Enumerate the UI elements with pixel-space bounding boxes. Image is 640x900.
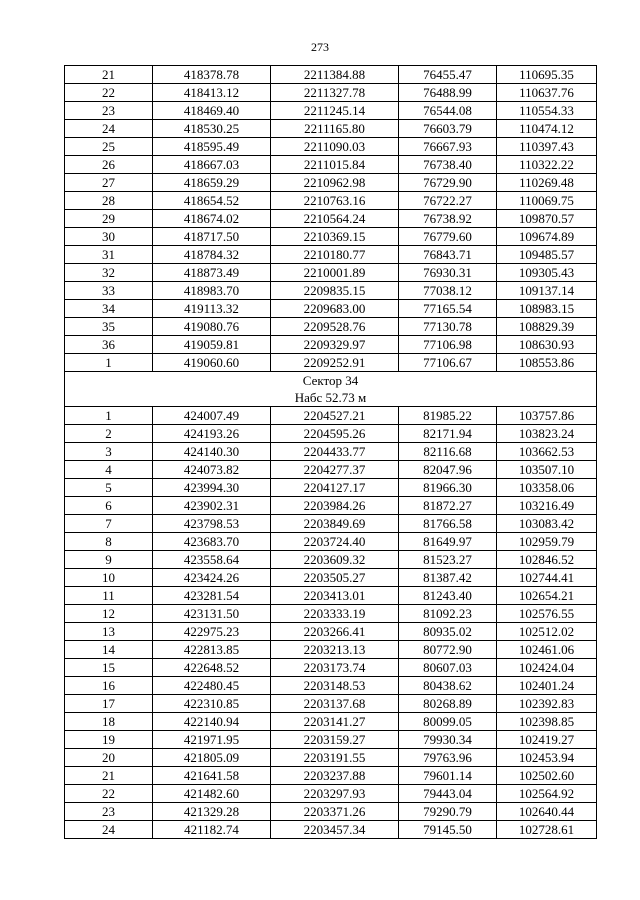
table-row xyxy=(65,138,597,156)
table-row xyxy=(65,821,597,839)
local-y-cell: 109870.57 xyxy=(497,210,597,228)
coord-x-cell: 423902.31 xyxy=(153,497,271,515)
local-y-cell: 110269.48 xyxy=(497,174,597,192)
coord-y-cell: 2203457.34 xyxy=(271,821,399,839)
coord-x-cell: 418717.50 xyxy=(153,228,271,246)
local-y-cell: 109137.14 xyxy=(497,282,597,300)
local-y-cell: 109674.89 xyxy=(497,228,597,246)
coord-x-cell: 418674.02 xyxy=(153,210,271,228)
page-number: 273 xyxy=(311,40,329,54)
coord-y-cell: 2210001.89 xyxy=(271,264,399,282)
local-y-cell: 102728.61 xyxy=(497,821,597,839)
coord-y-cell: 2210962.98 xyxy=(271,174,399,192)
point-number-cell: 18 xyxy=(65,713,153,731)
coord-y-cell: 2209835.15 xyxy=(271,282,399,300)
coord-x-cell: 418784.32 xyxy=(153,246,271,264)
local-y-cell: 102419.27 xyxy=(497,731,597,749)
coord-y-cell: 2211165.80 xyxy=(271,120,399,138)
point-number-cell: 26 xyxy=(65,156,153,174)
coord-x-cell: 423558.64 xyxy=(153,551,271,569)
coord-x-cell: 423281.54 xyxy=(153,587,271,605)
local-x-cell: 76779.60 xyxy=(399,228,497,246)
local-x-cell: 77165.54 xyxy=(399,300,497,318)
local-x-cell: 80935.02 xyxy=(399,623,497,641)
local-x-cell: 76738.40 xyxy=(399,156,497,174)
table-row xyxy=(65,569,597,587)
point-number-cell: 11 xyxy=(65,587,153,605)
section-row xyxy=(65,372,597,407)
local-x-cell: 80099.05 xyxy=(399,713,497,731)
point-number-cell: 9 xyxy=(65,551,153,569)
point-number-cell: 10 xyxy=(65,569,153,587)
coord-y-cell: 2209252.91 xyxy=(271,354,399,372)
local-y-cell: 102512.02 xyxy=(497,623,597,641)
coord-x-cell: 422310.85 xyxy=(153,695,271,713)
local-y-cell: 102453.94 xyxy=(497,749,597,767)
coord-x-cell: 422480.45 xyxy=(153,677,271,695)
point-number-cell: 32 xyxy=(65,264,153,282)
table-row xyxy=(65,497,597,515)
table-row xyxy=(65,66,597,84)
coord-y-cell: 2211384.88 xyxy=(271,66,399,84)
local-x-cell: 81523.27 xyxy=(399,551,497,569)
local-x-cell: 79443.04 xyxy=(399,785,497,803)
coord-y-cell: 2203505.27 xyxy=(271,569,399,587)
coordinates-table xyxy=(64,65,597,839)
point-number-cell: 27 xyxy=(65,174,153,192)
local-x-cell: 76843.71 xyxy=(399,246,497,264)
point-number-cell: 21 xyxy=(65,66,153,84)
coord-x-cell: 422648.52 xyxy=(153,659,271,677)
coord-x-cell: 424140.30 xyxy=(153,443,271,461)
table-row xyxy=(65,210,597,228)
local-x-cell: 76722.27 xyxy=(399,192,497,210)
point-number-cell: 34 xyxy=(65,300,153,318)
coord-y-cell: 2210369.15 xyxy=(271,228,399,246)
coord-x-cell: 423994.30 xyxy=(153,479,271,497)
table-row xyxy=(65,749,597,767)
coord-x-cell: 421805.09 xyxy=(153,749,271,767)
table-row xyxy=(65,677,597,695)
coord-x-cell: 418654.52 xyxy=(153,192,271,210)
table-row xyxy=(65,282,597,300)
coord-y-cell: 2203237.88 xyxy=(271,767,399,785)
table-row xyxy=(65,785,597,803)
local-x-cell: 79930.34 xyxy=(399,731,497,749)
coord-y-cell: 2203213.13 xyxy=(271,641,399,659)
point-number-cell: 31 xyxy=(65,246,153,264)
coord-y-cell: 2203609.32 xyxy=(271,551,399,569)
local-y-cell: 102744.41 xyxy=(497,569,597,587)
coord-y-cell: 2210180.77 xyxy=(271,246,399,264)
local-x-cell: 81985.22 xyxy=(399,407,497,425)
local-y-cell: 110397.43 xyxy=(497,138,597,156)
point-number-cell: 13 xyxy=(65,623,153,641)
table-row xyxy=(65,641,597,659)
coord-y-cell: 2211245.14 xyxy=(271,102,399,120)
table-row xyxy=(65,228,597,246)
point-number-cell: 4 xyxy=(65,461,153,479)
local-y-cell: 103083.42 xyxy=(497,515,597,533)
coord-y-cell: 2203333.19 xyxy=(271,605,399,623)
section-subtitle: Набс 52.73 м xyxy=(294,390,367,405)
point-number-cell: 5 xyxy=(65,479,153,497)
section-header xyxy=(65,372,597,407)
local-y-cell: 103216.49 xyxy=(497,497,597,515)
coord-y-cell: 2210763.16 xyxy=(271,192,399,210)
coord-y-cell: 2203297.93 xyxy=(271,785,399,803)
local-y-cell: 103507.10 xyxy=(497,461,597,479)
local-y-cell: 108829.39 xyxy=(497,318,597,336)
coord-y-cell: 2203849.69 xyxy=(271,515,399,533)
local-y-cell: 102461.06 xyxy=(497,641,597,659)
coord-y-cell: 2203724.40 xyxy=(271,533,399,551)
local-x-cell: 81766.58 xyxy=(399,515,497,533)
local-y-cell: 102640.44 xyxy=(497,803,597,821)
coord-y-cell: 2203141.27 xyxy=(271,713,399,731)
table-row xyxy=(65,318,597,336)
coord-x-cell: 421182.74 xyxy=(153,821,271,839)
section-title: Сектор 34 xyxy=(302,373,359,388)
coord-x-cell: 423798.53 xyxy=(153,515,271,533)
coord-x-cell: 424193.26 xyxy=(153,425,271,443)
table-row xyxy=(65,102,597,120)
local-y-cell: 103358.06 xyxy=(497,479,597,497)
coord-y-cell: 2203191.55 xyxy=(271,749,399,767)
coord-x-cell: 418530.25 xyxy=(153,120,271,138)
local-x-cell: 81092.23 xyxy=(399,605,497,623)
coord-x-cell: 418873.49 xyxy=(153,264,271,282)
local-x-cell: 79763.96 xyxy=(399,749,497,767)
coord-y-cell: 2211015.84 xyxy=(271,156,399,174)
local-x-cell: 77106.67 xyxy=(399,354,497,372)
table-row xyxy=(65,264,597,282)
table-row xyxy=(65,695,597,713)
local-y-cell: 109485.57 xyxy=(497,246,597,264)
coord-y-cell: 2211090.03 xyxy=(271,138,399,156)
local-y-cell: 103662.53 xyxy=(497,443,597,461)
table-row xyxy=(65,659,597,677)
local-y-cell: 103757.86 xyxy=(497,407,597,425)
local-y-cell: 110637.76 xyxy=(497,84,597,102)
local-x-cell: 79145.50 xyxy=(399,821,497,839)
point-number-cell: 30 xyxy=(65,228,153,246)
table-row xyxy=(65,407,597,425)
coord-y-cell: 2204595.26 xyxy=(271,425,399,443)
coord-x-cell: 424073.82 xyxy=(153,461,271,479)
table-row xyxy=(65,479,597,497)
local-y-cell: 102564.92 xyxy=(497,785,597,803)
coord-x-cell: 423683.70 xyxy=(153,533,271,551)
point-number-cell: 24 xyxy=(65,821,153,839)
coord-x-cell: 418983.70 xyxy=(153,282,271,300)
coord-y-cell: 2203266.41 xyxy=(271,623,399,641)
table-row xyxy=(65,300,597,318)
table-row xyxy=(65,461,597,479)
table-row xyxy=(65,803,597,821)
coord-y-cell: 2203159.27 xyxy=(271,731,399,749)
local-x-cell: 76930.31 xyxy=(399,264,497,282)
table-body-bottom xyxy=(65,407,597,839)
local-x-cell: 81966.30 xyxy=(399,479,497,497)
coord-x-cell: 419059.81 xyxy=(153,336,271,354)
point-number-cell: 21 xyxy=(65,767,153,785)
local-x-cell: 81872.27 xyxy=(399,497,497,515)
coord-x-cell: 418667.03 xyxy=(153,156,271,174)
table-row xyxy=(65,533,597,551)
point-number-cell: 36 xyxy=(65,336,153,354)
table-row xyxy=(65,156,597,174)
coord-y-cell: 2204127.17 xyxy=(271,479,399,497)
coord-x-cell: 418659.29 xyxy=(153,174,271,192)
coord-x-cell: 419080.76 xyxy=(153,318,271,336)
coord-y-cell: 2210564.24 xyxy=(271,210,399,228)
coord-x-cell: 418413.12 xyxy=(153,84,271,102)
coord-x-cell: 419060.60 xyxy=(153,354,271,372)
local-x-cell: 77130.78 xyxy=(399,318,497,336)
coord-y-cell: 2203984.26 xyxy=(271,497,399,515)
point-number-cell: 3 xyxy=(65,443,153,461)
coord-x-cell: 421482.60 xyxy=(153,785,271,803)
table-row xyxy=(65,246,597,264)
coord-x-cell: 421641.58 xyxy=(153,767,271,785)
local-x-cell: 80772.90 xyxy=(399,641,497,659)
local-y-cell: 102654.21 xyxy=(497,587,597,605)
point-number-cell: 16 xyxy=(65,677,153,695)
local-y-cell: 110069.75 xyxy=(497,192,597,210)
point-number-cell: 6 xyxy=(65,497,153,515)
local-y-cell: 103823.24 xyxy=(497,425,597,443)
table-row xyxy=(65,767,597,785)
local-x-cell: 79290.79 xyxy=(399,803,497,821)
point-number-cell: 29 xyxy=(65,210,153,228)
point-number-cell: 2 xyxy=(65,425,153,443)
table-row xyxy=(65,713,597,731)
table-row xyxy=(65,515,597,533)
table-row xyxy=(65,551,597,569)
coord-y-cell: 2203137.68 xyxy=(271,695,399,713)
coord-x-cell: 418378.78 xyxy=(153,66,271,84)
coord-y-cell: 2211327.78 xyxy=(271,84,399,102)
point-number-cell: 22 xyxy=(65,785,153,803)
point-number-cell: 7 xyxy=(65,515,153,533)
local-x-cell: 81387.42 xyxy=(399,569,497,587)
point-number-cell: 25 xyxy=(65,138,153,156)
coord-y-cell: 2204433.77 xyxy=(271,443,399,461)
local-y-cell: 108630.93 xyxy=(497,336,597,354)
table-row xyxy=(65,443,597,461)
local-y-cell: 102959.79 xyxy=(497,533,597,551)
coord-y-cell: 2203148.53 xyxy=(271,677,399,695)
coord-x-cell: 423424.26 xyxy=(153,569,271,587)
local-x-cell: 80438.62 xyxy=(399,677,497,695)
coord-x-cell: 424007.49 xyxy=(153,407,271,425)
coord-y-cell: 2209683.00 xyxy=(271,300,399,318)
coord-x-cell: 421329.28 xyxy=(153,803,271,821)
point-number-cell: 23 xyxy=(65,102,153,120)
local-y-cell: 102846.52 xyxy=(497,551,597,569)
local-y-cell: 109305.43 xyxy=(497,264,597,282)
local-y-cell: 102401.24 xyxy=(497,677,597,695)
local-x-cell: 80607.03 xyxy=(399,659,497,677)
table-body-top xyxy=(65,66,597,372)
table-row xyxy=(65,336,597,354)
local-y-cell: 102392.83 xyxy=(497,695,597,713)
local-x-cell: 76488.99 xyxy=(399,84,497,102)
local-x-cell: 76544.08 xyxy=(399,102,497,120)
coord-x-cell: 422813.85 xyxy=(153,641,271,659)
local-y-cell: 110322.22 xyxy=(497,156,597,174)
point-number-cell: 17 xyxy=(65,695,153,713)
local-x-cell: 81243.40 xyxy=(399,587,497,605)
coord-x-cell: 418469.40 xyxy=(153,102,271,120)
point-number-cell: 12 xyxy=(65,605,153,623)
coord-x-cell: 422975.23 xyxy=(153,623,271,641)
local-y-cell: 102502.60 xyxy=(497,767,597,785)
point-number-cell: 20 xyxy=(65,749,153,767)
table-row xyxy=(65,605,597,623)
coord-y-cell: 2209528.76 xyxy=(271,318,399,336)
point-number-cell: 33 xyxy=(65,282,153,300)
coord-x-cell: 418595.49 xyxy=(153,138,271,156)
local-x-cell: 76729.90 xyxy=(399,174,497,192)
local-y-cell: 108553.86 xyxy=(497,354,597,372)
coord-y-cell: 2204277.37 xyxy=(271,461,399,479)
table-row xyxy=(65,623,597,641)
table-row xyxy=(65,425,597,443)
local-y-cell: 110474.12 xyxy=(497,120,597,138)
point-number-cell: 1 xyxy=(65,407,153,425)
section-cell xyxy=(65,372,597,407)
point-number-cell: 15 xyxy=(65,659,153,677)
local-x-cell: 77038.12 xyxy=(399,282,497,300)
coord-y-cell: 2209329.97 xyxy=(271,336,399,354)
point-number-cell: 24 xyxy=(65,120,153,138)
local-x-cell: 76455.47 xyxy=(399,66,497,84)
table-row xyxy=(65,84,597,102)
coord-x-cell: 422140.94 xyxy=(153,713,271,731)
local-y-cell: 102576.55 xyxy=(497,605,597,623)
coord-y-cell: 2203371.26 xyxy=(271,803,399,821)
local-x-cell: 82171.94 xyxy=(399,425,497,443)
local-x-cell: 79601.14 xyxy=(399,767,497,785)
point-number-cell: 22 xyxy=(65,84,153,102)
table-row xyxy=(65,587,597,605)
point-number-cell: 28 xyxy=(65,192,153,210)
local-x-cell: 76603.79 xyxy=(399,120,497,138)
table-row xyxy=(65,354,597,372)
local-y-cell: 102398.85 xyxy=(497,713,597,731)
local-y-cell: 110695.35 xyxy=(497,66,597,84)
local-x-cell: 82116.68 xyxy=(399,443,497,461)
local-x-cell: 76738.92 xyxy=(399,210,497,228)
coord-x-cell: 423131.50 xyxy=(153,605,271,623)
local-y-cell: 108983.15 xyxy=(497,300,597,318)
table-row xyxy=(65,120,597,138)
coord-y-cell: 2203173.74 xyxy=(271,659,399,677)
local-x-cell: 82047.96 xyxy=(399,461,497,479)
point-number-cell: 23 xyxy=(65,803,153,821)
point-number-cell: 14 xyxy=(65,641,153,659)
local-x-cell: 76667.93 xyxy=(399,138,497,156)
table-row xyxy=(65,192,597,210)
coord-x-cell: 421971.95 xyxy=(153,731,271,749)
point-number-cell: 8 xyxy=(65,533,153,551)
coord-x-cell: 419113.32 xyxy=(153,300,271,318)
coord-y-cell: 2203413.01 xyxy=(271,587,399,605)
point-number-cell: 35 xyxy=(65,318,153,336)
coord-y-cell: 2204527.21 xyxy=(271,407,399,425)
local-y-cell: 102424.04 xyxy=(497,659,597,677)
table-row xyxy=(65,731,597,749)
local-x-cell: 81649.97 xyxy=(399,533,497,551)
point-number-cell: 19 xyxy=(65,731,153,749)
point-number-cell: 1 xyxy=(65,354,153,372)
table-row xyxy=(65,174,597,192)
local-x-cell: 77106.98 xyxy=(399,336,497,354)
local-y-cell: 110554.33 xyxy=(497,102,597,120)
local-x-cell: 80268.89 xyxy=(399,695,497,713)
